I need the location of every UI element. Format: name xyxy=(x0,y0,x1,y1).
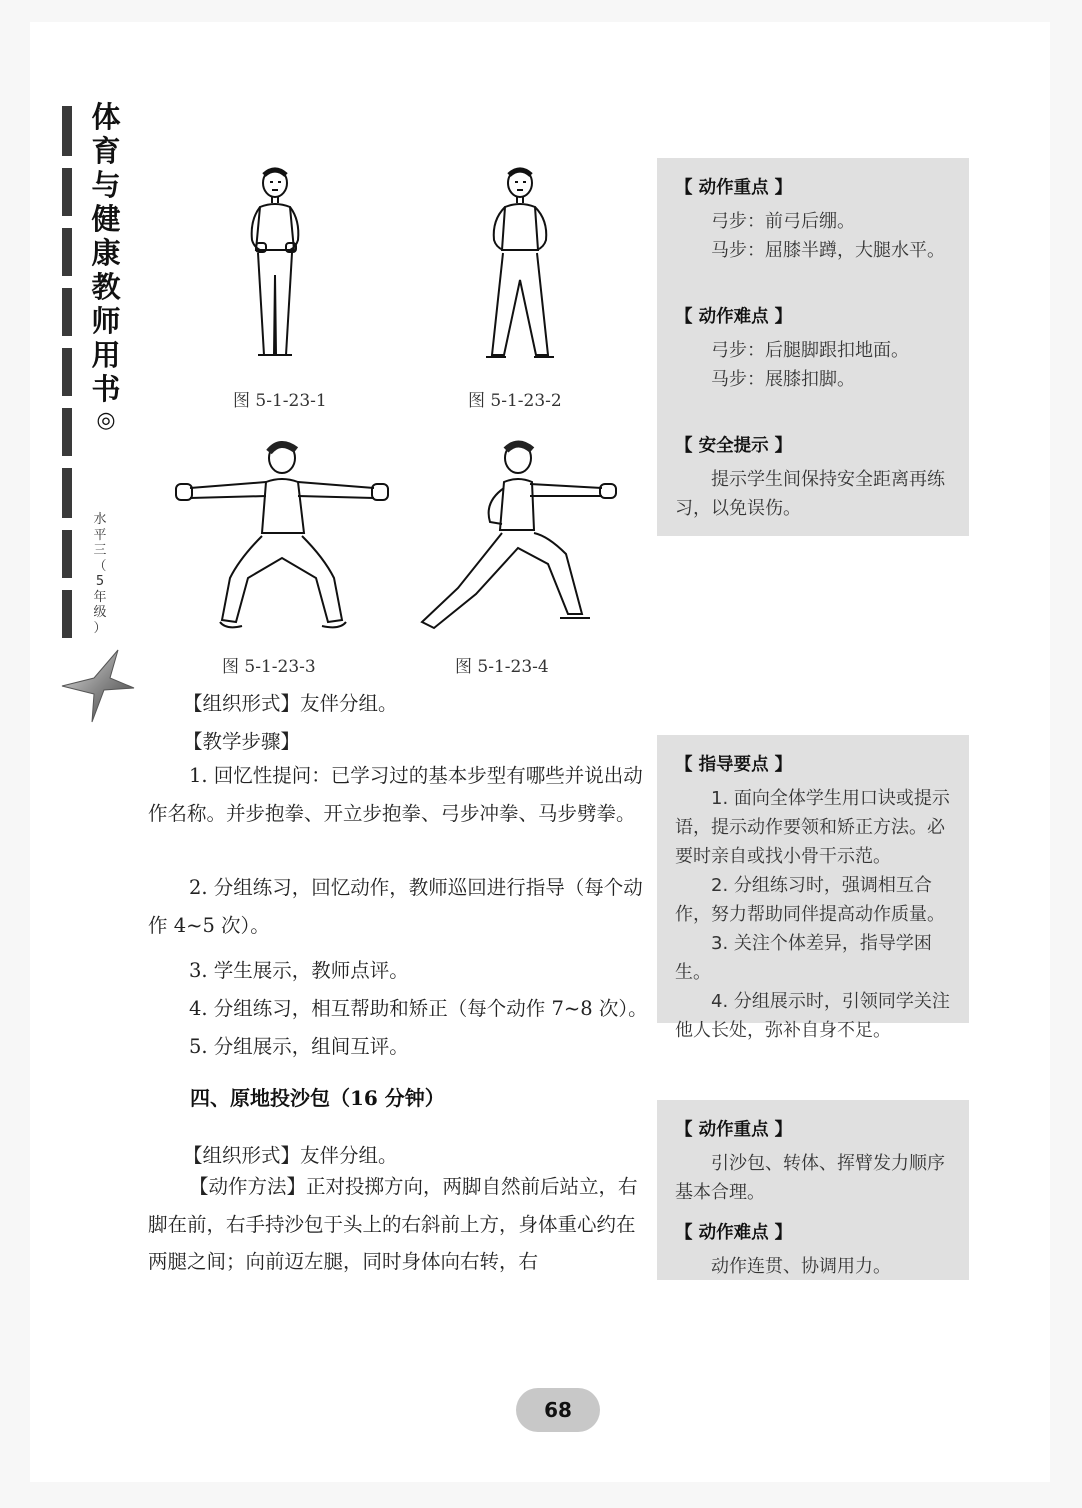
margin-dash xyxy=(62,590,72,638)
box-title: 【 动作重点 】 xyxy=(675,1120,793,1140)
box-text: 2. 分组练习时，强调相互合作，努力帮助同伴提高动作质量。 xyxy=(675,875,945,925)
step-3: 3. 学生展示，教师点评。 xyxy=(189,959,409,982)
figure-5-1-23-2-illustration xyxy=(470,165,570,370)
sidebar-box-guidance xyxy=(657,735,969,1041)
margin-dash xyxy=(62,228,72,276)
box-text: 4. 分组展示时，引领同学关注他人长处，弥补自身不足。 xyxy=(675,991,950,1041)
box-title: 【 动作难点 】 xyxy=(675,1223,793,1243)
org-form-line-2: 【组织形式】友伴分组。 xyxy=(183,1144,398,1167)
figure-5-1-23-3-illustration xyxy=(170,438,395,633)
step-2: 2. 分组练习，回忆动作，教师巡回进行指导（每个动作 4~5 次）。 xyxy=(148,876,643,937)
method-paragraph: 【动作方法】正对投掷方向，两脚自然前后站立，右脚在前，右手持沙包于头上的右斜前上方，身体重心约在两腿之间；向前迈左腿，同时身体向右转，右 xyxy=(148,1175,638,1273)
margin-dash xyxy=(62,106,72,156)
step-5: 5. 分组展示，组间互评。 xyxy=(189,1035,409,1058)
figure-caption: 图 5-1-23-3 xyxy=(222,657,316,677)
step-4: 4. 分组练习，相互帮助和矫正（每个动作 7~8 次）。 xyxy=(189,997,648,1020)
figure-5-1-23-4-illustration xyxy=(418,438,623,633)
margin-dash xyxy=(62,530,72,578)
figure-5-1-23-1-illustration xyxy=(230,165,320,370)
box-title: 【 动作难点 】 xyxy=(675,307,793,327)
sidebar-box-throw-key-points xyxy=(657,1100,969,1280)
grade-level-vertical: 水 平 三 （ 5 年 级 ） xyxy=(93,512,107,636)
box-title: 【 指导要点 】 xyxy=(675,755,793,775)
star-icon xyxy=(58,648,138,724)
margin-dash xyxy=(62,348,72,396)
box-text: 3. 关注个体差异，指导学困生。 xyxy=(675,933,932,983)
box-title: 【 安全提示 】 xyxy=(675,436,793,456)
figure-caption: 图 5-1-23-2 xyxy=(468,391,562,411)
steps-title: 【教学步骤】 xyxy=(183,730,301,753)
box-title: 【 动作重点 】 xyxy=(675,178,793,198)
margin-dash xyxy=(62,468,72,518)
org-form-line: 【组织形式】友伴分组。 xyxy=(183,692,398,715)
section-heading: 四、原地投沙包（16 分钟） xyxy=(190,1086,445,1110)
margin-dash xyxy=(62,408,72,456)
box-text: 马步：展膝扣脚。 xyxy=(711,369,855,390)
figure-caption: 图 5-1-23-1 xyxy=(233,391,327,411)
page-number: 68 xyxy=(516,1388,600,1432)
box-text: 弓步：后腿脚跟扣地面。 xyxy=(711,340,909,361)
box-text: 1. 面向全体学生用口诀或提示语，提示动作要领和矫正方法。必要时亲自或找小骨干示范。 xyxy=(675,788,950,867)
margin-dash xyxy=(62,288,72,336)
box-text: 弓步：前弓后绷。 xyxy=(711,211,855,232)
step-1: 1. 回忆性提问：已学习过的基本步型有哪些并说出动作名称。并步抱拳、开立步抱拳、弓步冲拳、马步劈拳。 xyxy=(148,764,643,825)
box-text: 动作连贯、协调用力。 xyxy=(711,1256,891,1277)
figure-caption: 图 5-1-23-4 xyxy=(455,657,549,677)
margin-dash xyxy=(62,168,72,216)
sidebar-box-key-points xyxy=(657,158,969,536)
box-text: 提示学生间保持安全距离再练习，以免误伤。 xyxy=(675,469,945,519)
book-title-vertical: 体 育 与 健 康 教 师 用 书 ◎ xyxy=(91,100,121,433)
box-text: 马步：屈膝半蹲，大腿水平。 xyxy=(711,240,945,261)
box-text: 引沙包、转体、挥臂发力顺序基本合理。 xyxy=(675,1153,945,1203)
